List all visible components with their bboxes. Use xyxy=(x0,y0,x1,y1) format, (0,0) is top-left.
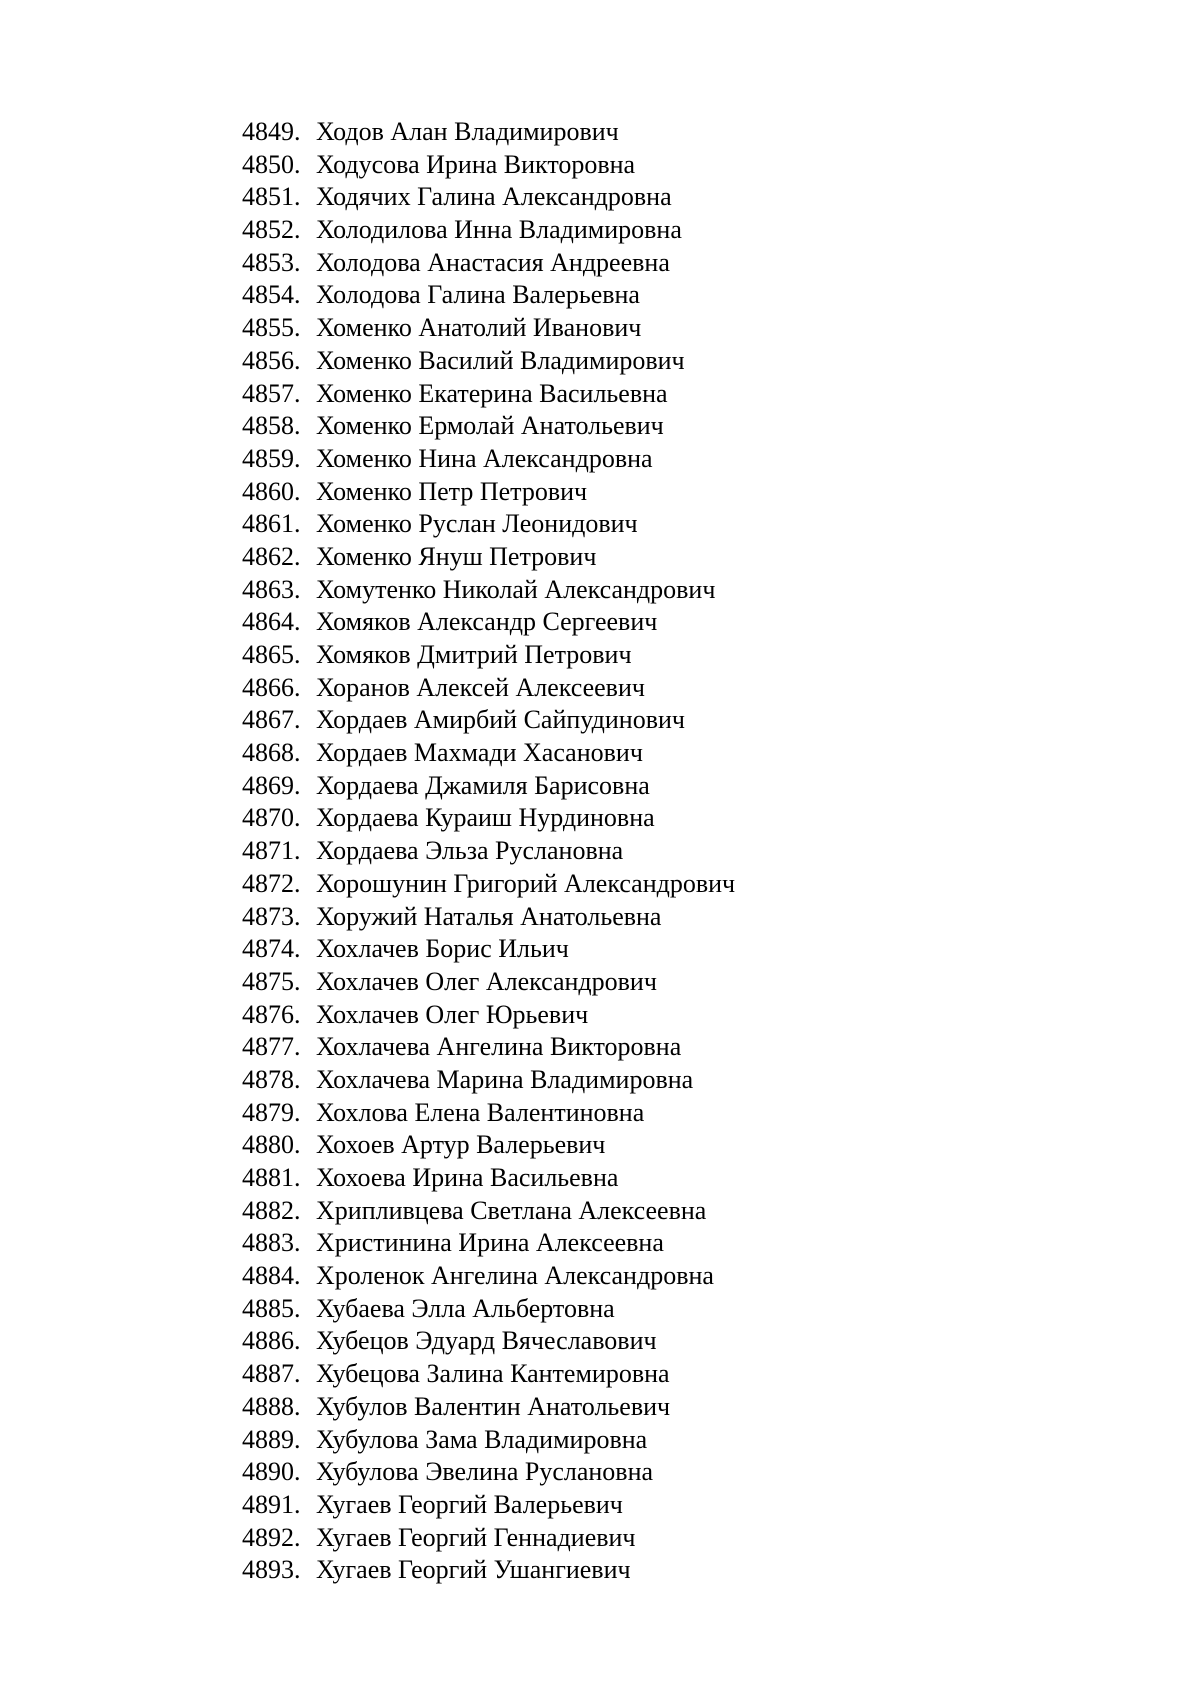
entry-number: 4873. xyxy=(242,901,301,931)
entry-number: 4858. xyxy=(242,411,301,441)
list-item xyxy=(242,1358,735,1391)
list-item xyxy=(242,312,735,345)
entry-name: Хохлачев Олег Юрьевич xyxy=(316,999,589,1029)
entry-name: Хоменко Анатолий Иванович xyxy=(316,313,642,343)
list-item xyxy=(242,1227,735,1260)
entry-name: Хубулова Эвелина Руслановна xyxy=(316,1457,654,1487)
entry-number: 4851. xyxy=(242,182,301,212)
entry-number: 4850. xyxy=(242,149,301,179)
entry-number: 4886. xyxy=(242,1326,301,1356)
entry-number: 4863. xyxy=(242,574,301,604)
list-item xyxy=(242,1162,735,1195)
entry-name: Хоменко Петр Петрович xyxy=(316,476,588,506)
entry-name: Ходячих Галина Александровна xyxy=(316,182,672,212)
list-item xyxy=(242,835,735,868)
entry-number: 4866. xyxy=(242,672,301,702)
entry-name: Хордаева Кураиш Нурдиновна xyxy=(316,803,655,833)
entry-name: Холодова Галина Валерьевна xyxy=(316,280,640,310)
entry-number: 4889. xyxy=(242,1424,301,1454)
entry-name: Хубаева Элла Альбертовна xyxy=(316,1293,615,1323)
entry-name: Хохлачев Борис Ильич xyxy=(316,934,569,964)
list-item xyxy=(242,1129,735,1162)
list-item xyxy=(242,1325,735,1358)
entry-number: 4888. xyxy=(242,1391,301,1421)
list-item xyxy=(242,639,735,672)
entry-name: Хомяков Александр Сергеевич xyxy=(316,607,658,637)
entry-name: Хроленок Ангелина Александровна xyxy=(316,1261,714,1291)
entry-number: 4891. xyxy=(242,1489,301,1519)
list-item xyxy=(242,345,735,378)
entry-name: Ходусова Ирина Викторовна xyxy=(316,149,636,179)
list-item xyxy=(242,1391,735,1424)
entry-name: Хордаев Амирбий Сайпудинович xyxy=(316,705,685,735)
entry-number: 4862. xyxy=(242,541,301,571)
entry-number: 4872. xyxy=(242,868,301,898)
list-item xyxy=(242,770,735,803)
entry-name: Хомутенко Николай Александрович xyxy=(316,574,716,604)
entry-number: 4876. xyxy=(242,999,301,1029)
entry-number: 4874. xyxy=(242,934,301,964)
entry-name: Хорошунин Григорий Александрович xyxy=(316,868,736,898)
entry-number: 4880. xyxy=(242,1130,301,1160)
list-item xyxy=(242,149,735,182)
list-item xyxy=(242,1293,735,1326)
list-item xyxy=(242,1456,735,1489)
list-item xyxy=(242,541,735,574)
entry-name: Хугаев Георгий Геннадиевич xyxy=(316,1522,636,1552)
list-item xyxy=(242,933,735,966)
entry-name: Хрипливцева Светлана Алексеевна xyxy=(316,1195,707,1225)
entry-number: 4864. xyxy=(242,607,301,637)
list-item xyxy=(242,1522,735,1555)
entry-name: Хубулова Зама Владимировна xyxy=(316,1424,648,1454)
entry-name: Ходов Алан Владимирович xyxy=(316,117,619,146)
list-item xyxy=(242,410,735,443)
entry-name: Хоменко Нина Александровна xyxy=(316,443,653,473)
entry-number: 4849. xyxy=(242,117,301,146)
list-item xyxy=(242,508,735,541)
entry-number: 4867. xyxy=(242,705,301,735)
entry-name: Хоменко Ермолай Анатольевич xyxy=(316,411,664,441)
list-item xyxy=(242,737,735,770)
list-item xyxy=(242,1489,735,1522)
entry-number: 4882. xyxy=(242,1195,301,1225)
entry-number: 4860. xyxy=(242,476,301,506)
entry-number: 4854. xyxy=(242,280,301,310)
list-item xyxy=(242,378,735,411)
entry-number: 4887. xyxy=(242,1359,301,1389)
list-item xyxy=(242,1097,735,1130)
entry-number: 4879. xyxy=(242,1097,301,1127)
list-item xyxy=(242,1195,735,1228)
entry-number: 4857. xyxy=(242,378,301,408)
list-item xyxy=(242,116,735,149)
entry-number: 4883. xyxy=(242,1228,301,1258)
entry-name: Хугаев Георгий Валерьевич xyxy=(316,1489,623,1519)
entry-number: 4865. xyxy=(242,640,301,669)
list-item xyxy=(242,606,735,639)
list-item xyxy=(242,1064,735,1097)
list-item xyxy=(242,1260,735,1293)
entry-number: 4881. xyxy=(242,1163,301,1192)
entry-name: Хубецова Залина Кантемировна xyxy=(316,1359,670,1389)
list-item xyxy=(242,901,735,934)
entry-number: 4856. xyxy=(242,345,301,375)
entry-name: Хоменко Януш Петрович xyxy=(316,541,597,571)
list-item xyxy=(242,443,735,476)
entry-name: Хохлачева Марина Владимировна xyxy=(316,1064,694,1094)
list-item xyxy=(242,704,735,737)
entry-name: Хугаев Георгий Ушангиевич xyxy=(316,1555,631,1585)
entry-name: Хохлачев Олег Александрович xyxy=(316,966,657,996)
list-item xyxy=(242,476,735,509)
entry-name: Христинина Ирина Алексеевна xyxy=(316,1228,664,1258)
entry-number: 4877. xyxy=(242,1032,301,1062)
entry-name: Хоружий Наталья Анатольевна xyxy=(316,901,662,931)
entry-name: Хордаева Джамиля Барисовна xyxy=(316,770,650,800)
entry-name: Хоменко Василий Владимирович xyxy=(316,345,685,375)
list-item xyxy=(242,1554,735,1587)
list-item xyxy=(242,999,735,1032)
list-item xyxy=(242,868,735,901)
entry-name: Хордаева Эльза Руслановна xyxy=(316,836,624,866)
entry-name: Хохоев Артур Валерьевич xyxy=(316,1130,606,1160)
list-item xyxy=(242,279,735,312)
list-item xyxy=(242,214,735,247)
list-item xyxy=(242,966,735,999)
list-item xyxy=(242,574,735,607)
entry-number: 4884. xyxy=(242,1261,301,1291)
entry-number: 4893. xyxy=(242,1555,301,1585)
name-list xyxy=(242,116,735,1587)
entry-name: Хубецов Эдуард Вячеславович xyxy=(316,1326,657,1356)
entry-name: Хохлачева Ангелина Викторовна xyxy=(316,1032,682,1062)
entry-number: 4892. xyxy=(242,1522,301,1552)
entry-number: 4853. xyxy=(242,247,301,277)
entry-name: Хоменко Руслан Леонидович xyxy=(316,509,638,539)
list-item xyxy=(242,672,735,705)
entry-number: 4890. xyxy=(242,1457,301,1487)
entry-number: 4852. xyxy=(242,215,301,245)
entry-number: 4871. xyxy=(242,836,301,866)
entry-number: 4875. xyxy=(242,966,301,996)
entry-name: Хоменко Екатерина Васильевна xyxy=(316,378,668,408)
entry-number: 4861. xyxy=(242,509,301,539)
entry-name: Хубулов Валентин Анатольевич xyxy=(316,1391,671,1421)
list-item xyxy=(242,1031,735,1064)
entry-name: Хомяков Дмитрий Петрович xyxy=(316,640,632,669)
list-item xyxy=(242,1424,735,1457)
entry-number: 4869. xyxy=(242,770,301,800)
list-item xyxy=(242,181,735,214)
entry-name: Холодилова Инна Владимировна xyxy=(316,215,682,245)
entry-number: 4878. xyxy=(242,1064,301,1094)
list-item xyxy=(242,802,735,835)
entry-name: Холодова Анастасия Андреевна xyxy=(316,247,670,277)
entry-number: 4859. xyxy=(242,443,301,473)
entry-name: Хордаев Махмади Хасанович xyxy=(316,738,643,768)
entry-name: Хоранов Алексей Алексеевич xyxy=(316,672,645,702)
entry-name: Хохлова Елена Валентиновна xyxy=(316,1097,645,1127)
entry-number: 4885. xyxy=(242,1293,301,1323)
entry-number: 4855. xyxy=(242,313,301,343)
list-item xyxy=(242,247,735,280)
entry-name: Хохоева Ирина Васильевна xyxy=(316,1163,619,1192)
entry-number: 4870. xyxy=(242,803,301,833)
entry-number: 4868. xyxy=(242,738,301,768)
